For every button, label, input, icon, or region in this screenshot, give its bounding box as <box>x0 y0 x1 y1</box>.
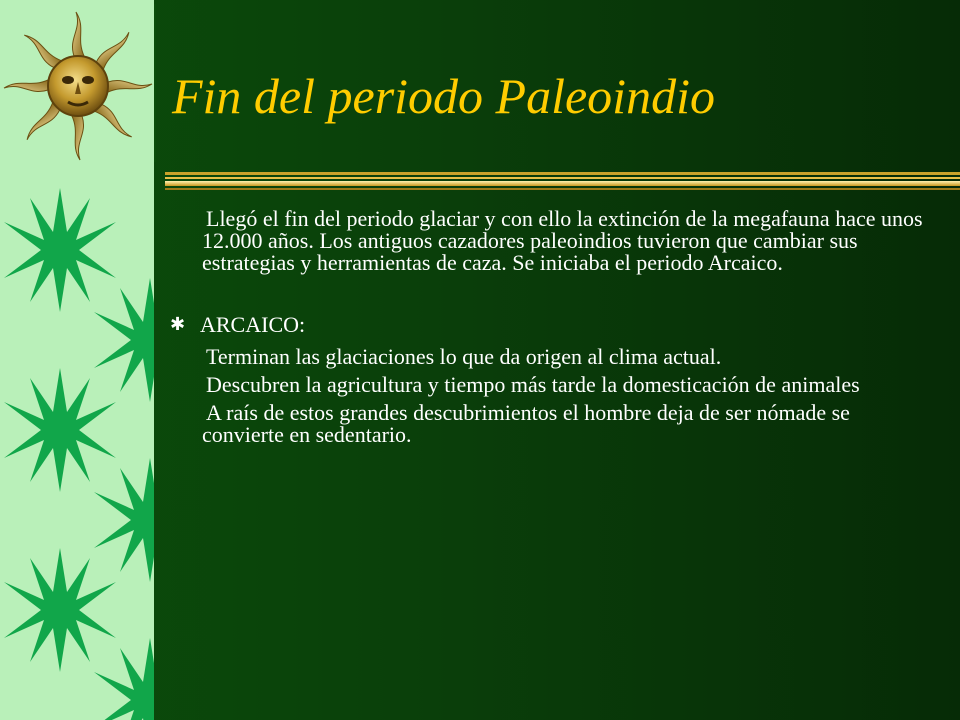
list-item: A raís de estos grandes descubrimientos el hombre deja de ser nómade se convierte en sedentario. <box>202 400 872 447</box>
intro-paragraph: Llegó el fin del periodo glaciar y con ello la extinción de la megafauna hace unos 12.000 años. Los antiguos cazadores paleoindios tuvieron que cambiar sus estrategias y herramientas de caza. Se iniciaba el periodo Arcaico. <box>202 206 923 275</box>
arcaico-details <box>202 346 932 446</box>
sun-logo <box>0 4 156 162</box>
title-divider <box>165 172 960 192</box>
slide-body <box>172 208 932 446</box>
bullet-label: ARCAICO: <box>200 312 306 337</box>
green-star-icon <box>4 188 116 312</box>
list-item: Terminan las glaciaciones lo que da origen al clima actual. <box>206 344 722 369</box>
asterisk-bullet-icon: ✱ <box>170 314 186 335</box>
green-star-icon <box>94 638 154 720</box>
green-star-icon <box>4 548 116 672</box>
green-star-icon <box>4 368 116 492</box>
sun-face-icon <box>0 4 154 162</box>
green-star-icon <box>94 458 154 582</box>
green-star-icon <box>94 278 154 402</box>
slide-title: Fin del periodo Paleoindio <box>172 68 715 124</box>
bullet-arcaico <box>172 314 932 336</box>
list-item: Descubren la agricultura y tiempo más tarde la domesticación de animales <box>206 372 860 397</box>
